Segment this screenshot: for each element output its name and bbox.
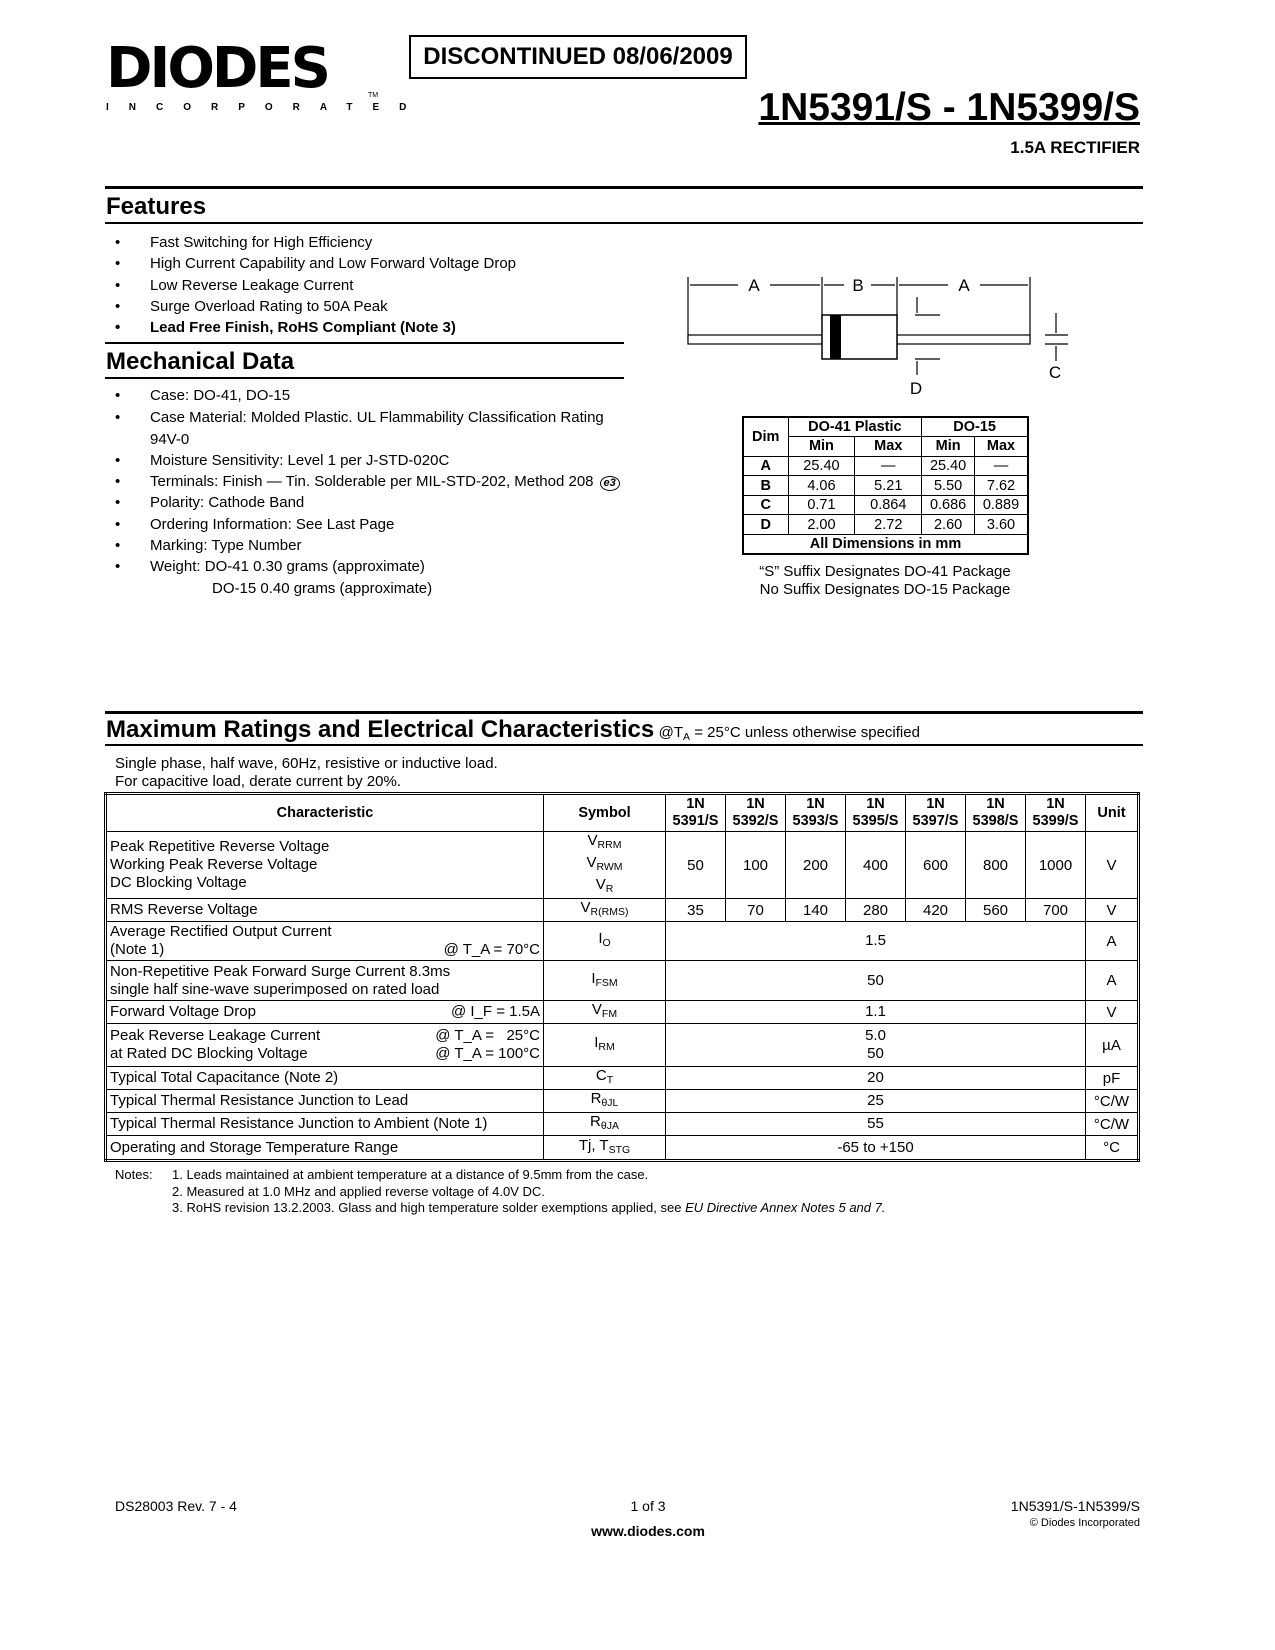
mechanical-item bbox=[105, 514, 625, 535]
divider bbox=[105, 222, 1143, 224]
characteristic-cell bbox=[106, 961, 544, 1001]
unit-cell: A bbox=[1086, 922, 1139, 961]
value-cell bbox=[666, 1067, 1086, 1090]
characteristic-line bbox=[110, 963, 540, 981]
characteristic-line bbox=[110, 1069, 540, 1087]
value-cell: 35 bbox=[666, 899, 726, 922]
divider bbox=[105, 744, 1143, 746]
ratings-condition: $@T_A = 25^\circ C$ unless otherwise specified bbox=[658, 724, 920, 743]
do15-header: DO-15 bbox=[922, 417, 1028, 437]
note: 1. Leads maintained at ambient temperature at a distance of 9.5mm from the case. bbox=[172, 1167, 649, 1182]
characteristic-text: at Rated DC Blocking Voltage bbox=[110, 1045, 308, 1062]
mechanical-text: Weight: DO-41 0.30 grams (approximate) bbox=[150, 558, 425, 576]
characteristic-cell bbox=[106, 832, 544, 899]
characteristic-cell bbox=[106, 1067, 544, 1090]
symbol: $I_O$ bbox=[598, 930, 611, 949]
page-number: 1 of 3 bbox=[630, 1498, 666, 1514]
symbol-cell bbox=[544, 1113, 666, 1136]
characteristic-text: Non-Repetitive Peak Forward Surge Current 8.3ms bbox=[110, 962, 451, 980]
symbol: $V_{R(RMS)}$ bbox=[580, 899, 629, 918]
dim-label: B bbox=[743, 476, 788, 496]
logo-wordmark: DIODES bbox=[106, 36, 328, 101]
value-cell bbox=[666, 1113, 1086, 1136]
note: 2. Measured at 1.0 MHz and applied reverse voltage of 4.0V DC. bbox=[172, 1183, 545, 1199]
characteristic-text: DC Blocking Voltage bbox=[110, 874, 247, 891]
characteristic-text: Average Rectified Output Current bbox=[110, 923, 332, 940]
characteristic-line bbox=[110, 901, 540, 919]
dim-value: 25.40 bbox=[922, 456, 975, 476]
dim-footer: All Dimensions in mm bbox=[743, 535, 1028, 555]
mechanical-text: Marking: Type Number bbox=[150, 537, 302, 555]
dim-value: 0.889 bbox=[974, 495, 1028, 515]
unit-cell: °C/W bbox=[1086, 1090, 1139, 1113]
dim-label-d: D bbox=[909, 379, 923, 398]
unit-cell: V bbox=[1086, 899, 1139, 922]
value-cell bbox=[666, 1024, 1086, 1067]
characteristic-text: Working Peak Reverse Voltage bbox=[110, 856, 318, 873]
characteristic-line bbox=[110, 1027, 540, 1045]
ratings-row bbox=[106, 1024, 1139, 1067]
value: 1.5 bbox=[865, 932, 886, 949]
test-condition: @ T_A = 70°C bbox=[443, 941, 540, 958]
characteristic-cell bbox=[106, 1136, 544, 1161]
dim-value: 2.60 bbox=[922, 515, 975, 535]
minmax-header: Max bbox=[855, 437, 922, 457]
symbol: Tj, $T_{STG}$ bbox=[578, 1136, 631, 1156]
characteristic-cell bbox=[106, 1090, 544, 1113]
suffix-note: “S” Suffix Designates DO-41 Package bbox=[759, 563, 1011, 580]
discontinued-banner: DISCONTINUED 08/06/2009 bbox=[409, 35, 747, 79]
part-header: 1N 5395/S bbox=[846, 794, 906, 832]
value: 50 bbox=[867, 1045, 884, 1062]
characteristic-cell bbox=[106, 1113, 544, 1136]
value-cell: 200 bbox=[786, 832, 846, 899]
suffix-note: No Suffix Designates DO-15 Package bbox=[759, 581, 1011, 598]
dim-value: 5.50 bbox=[922, 476, 975, 496]
ratings-row bbox=[106, 922, 1139, 961]
symbol-cell bbox=[544, 1067, 666, 1090]
mechanical-item bbox=[105, 407, 625, 450]
minmax-header: Min bbox=[922, 437, 975, 457]
characteristic-text: Typical Total Capacitance (Note 2) bbox=[110, 1069, 339, 1086]
notes-label: Notes: bbox=[115, 1167, 153, 1182]
page-subtitle: 1.5A RECTIFIER bbox=[1010, 138, 1140, 157]
symbol-cell bbox=[544, 922, 666, 961]
value-cell bbox=[666, 1136, 1086, 1161]
mechanical-item bbox=[105, 556, 625, 599]
characteristic-header: Characteristic bbox=[106, 794, 544, 832]
characteristic-text: Operating and Storage Temperature Range bbox=[110, 1138, 399, 1156]
dim-row bbox=[743, 495, 1028, 515]
divider bbox=[105, 711, 1143, 714]
dimensions-table bbox=[742, 416, 1029, 555]
ratings-row bbox=[106, 1136, 1139, 1161]
mechanical-heading: Mechanical Data bbox=[106, 348, 295, 375]
logo-subtitle: INCORPORATED bbox=[106, 102, 427, 113]
ratings-row bbox=[106, 1067, 1139, 1090]
value-cell: 100 bbox=[726, 832, 786, 899]
minmax-header: Min bbox=[788, 437, 855, 457]
ratings-row bbox=[106, 832, 1139, 899]
characteristic-line bbox=[110, 856, 540, 874]
dim-value: 4.06 bbox=[788, 476, 855, 496]
dim-value: — bbox=[855, 456, 922, 476]
mechanical-text: Polarity: Cathode Band bbox=[150, 494, 305, 512]
page-title: 1N5391/S - 1N5399/S bbox=[758, 86, 1140, 129]
doc-number: DS28003 Rev. 7 - 4 bbox=[115, 1498, 237, 1514]
test-condition: @ T_A = 100°C bbox=[435, 1045, 540, 1062]
characteristic-line bbox=[110, 941, 540, 959]
characteristic-text: Forward Voltage Drop bbox=[110, 1003, 256, 1020]
dim-value: 7.62 bbox=[974, 476, 1028, 496]
characteristic-line bbox=[110, 1003, 540, 1021]
feature-item: • Surge Overload Rating to 50A Peak bbox=[105, 296, 516, 317]
part-header: 1N 5392/S bbox=[726, 794, 786, 832]
divider bbox=[105, 342, 624, 344]
feature-item: • Low Reverse Leakage Current bbox=[105, 275, 516, 296]
dim-label-a: A bbox=[958, 276, 970, 295]
dim-header: Dim bbox=[743, 417, 788, 456]
symbol-cell bbox=[544, 832, 666, 899]
dim-value: 0.71 bbox=[788, 495, 855, 515]
part-header: 1N 5393/S bbox=[786, 794, 846, 832]
mechanical-item bbox=[105, 450, 625, 471]
characteristic-text: Peak Reverse Leakage Current bbox=[110, 1027, 321, 1044]
dim-label-b: B bbox=[852, 276, 864, 295]
mechanical-text: Case: DO-41, DO-15 bbox=[150, 387, 291, 404]
dim-value: 5.21 bbox=[855, 476, 922, 496]
ratings-header-row bbox=[106, 794, 1139, 832]
ratings-heading: Maximum Ratings and Electrical Characteristics bbox=[106, 716, 655, 743]
dim-label: A bbox=[743, 456, 788, 476]
dim-label: C bbox=[743, 495, 788, 515]
value-cell bbox=[666, 1090, 1086, 1113]
ratings-heading-row bbox=[106, 716, 920, 744]
note: 3. RoHS revision 13.2.2003. Glass and high temperature solder exemptions applied, see EU Directive Annex Notes 5 and 7. bbox=[172, 1200, 886, 1215]
part-header: 1N 5397/S bbox=[906, 794, 966, 832]
symbol-cell bbox=[544, 1090, 666, 1113]
characteristic-line bbox=[110, 1139, 540, 1157]
divider bbox=[105, 186, 1143, 189]
characteristic-text: Typical Thermal Resistance Junction to Lead bbox=[110, 1092, 409, 1109]
part-header: 1N 5399/S bbox=[1026, 794, 1086, 832]
unit-cell: pF bbox=[1086, 1067, 1139, 1090]
unit-cell: °C/W bbox=[1086, 1113, 1139, 1136]
dim-row bbox=[743, 515, 1028, 535]
part-header: 1N 5398/S bbox=[966, 794, 1026, 832]
value: 20 bbox=[867, 1069, 884, 1086]
dim-value: 2.00 bbox=[788, 515, 855, 535]
symbol: $V_R$ bbox=[595, 876, 614, 895]
test-condition: @ I_F = 1.5A bbox=[450, 1003, 540, 1020]
dim-label-c: C bbox=[1048, 363, 1062, 382]
value-cell: 800 bbox=[966, 832, 1026, 899]
characteristic-line bbox=[110, 1115, 540, 1133]
symbol: $I_{FSM}$ bbox=[591, 969, 618, 989]
value-cell: 70 bbox=[726, 899, 786, 922]
symbol-cell bbox=[544, 961, 666, 1001]
features-list bbox=[105, 232, 516, 338]
unit-cell: V bbox=[1086, 1001, 1139, 1024]
characteristic-text: Peak Repetitive Reverse Voltage bbox=[110, 838, 330, 855]
characteristic-text: RMS Reverse Voltage bbox=[110, 901, 258, 918]
characteristic-line bbox=[110, 1092, 540, 1110]
value-cell: 600 bbox=[906, 832, 966, 899]
mechanical-item bbox=[105, 471, 625, 492]
dim-row bbox=[743, 456, 1028, 476]
feature-item: • Lead Free Finish, RoHS Compliant (Note 3) bbox=[105, 317, 516, 338]
test-condition: @ T_A = 25°C bbox=[435, 1027, 540, 1044]
copyright: © Diodes Incorporated bbox=[1029, 1517, 1140, 1529]
dim-header-row bbox=[743, 417, 1028, 437]
dim-row bbox=[743, 476, 1028, 496]
characteristic-text: single half sine-wave superimposed on rated load bbox=[110, 980, 440, 998]
ratings-table bbox=[104, 792, 1140, 1162]
characteristic-text: Typical Thermal Resistance Junction to Ambient (Note 1) bbox=[110, 1115, 488, 1132]
value: -65 to +150 bbox=[837, 1138, 914, 1156]
dim-label: D bbox=[743, 515, 788, 535]
dim-value: 3.60 bbox=[974, 515, 1028, 535]
unit-header: Unit bbox=[1086, 794, 1139, 832]
e3-lead-free-icon: e3 bbox=[600, 476, 620, 491]
characteristic-line bbox=[110, 874, 540, 892]
symbol: $V_{FM}$ bbox=[591, 1001, 618, 1020]
mechanical-item bbox=[105, 492, 625, 513]
value: 50 bbox=[867, 971, 884, 989]
value-cell bbox=[666, 961, 1086, 1001]
symbol-header: Symbol bbox=[544, 794, 666, 832]
characteristic-text: (Note 1) bbox=[110, 941, 165, 958]
value-cell bbox=[666, 1001, 1086, 1024]
part-header: 1N 5391/S bbox=[666, 794, 726, 832]
ratings-row bbox=[106, 899, 1139, 922]
mechanical-text: Moisture Sensitivity: Level 1 per J-STD-020C bbox=[150, 451, 450, 469]
characteristic-cell bbox=[106, 1001, 544, 1024]
unit-cell: °C bbox=[1086, 1136, 1139, 1161]
symbol: $I_{RM}$ bbox=[594, 1034, 615, 1053]
value-cell: 700 bbox=[1026, 899, 1086, 922]
symbol-cell bbox=[544, 1136, 666, 1161]
suffix-notes bbox=[745, 563, 1025, 599]
trademark: TM bbox=[368, 92, 379, 99]
value: 1.1 bbox=[865, 1003, 886, 1020]
value-cell: 420 bbox=[906, 899, 966, 922]
mechanical-text: Case Material: Molded Plastic. UL Flammability Classification Rating 94V-0 bbox=[150, 409, 604, 448]
characteristic-line bbox=[110, 1045, 540, 1063]
footer-part: 1N5391/S-1N5399/S bbox=[1010, 1498, 1140, 1514]
unit-cell: A bbox=[1086, 961, 1139, 1001]
characteristic-cell bbox=[106, 899, 544, 922]
symbol: $V_{RRM}$ bbox=[587, 832, 622, 851]
mechanical-text: Ordering Information: See Last Page bbox=[150, 515, 395, 533]
ratings-intro bbox=[115, 755, 498, 791]
unit-cell: µA bbox=[1086, 1024, 1139, 1067]
value-cell: 400 bbox=[846, 832, 906, 899]
characteristic-line bbox=[110, 923, 540, 941]
mechanical-item bbox=[105, 385, 625, 406]
do41-header: DO-41 Plastic bbox=[788, 417, 922, 437]
symbol-cell bbox=[544, 899, 666, 922]
mechanical-list bbox=[105, 385, 625, 599]
characteristic-cell bbox=[106, 922, 544, 961]
dim-label-a: A bbox=[748, 276, 760, 295]
features-heading: Features bbox=[106, 193, 207, 220]
symbol: $C_T$ bbox=[595, 1067, 614, 1086]
dim-value: 0.864 bbox=[855, 495, 922, 515]
minmax-header: Max bbox=[974, 437, 1028, 457]
feature-item: • Fast Switching for High Efficiency bbox=[105, 232, 516, 253]
ratings-row bbox=[106, 1113, 1139, 1136]
characteristic-line bbox=[110, 981, 540, 999]
notes bbox=[115, 1167, 886, 1215]
mechanical-text: Terminals: Finish — Tin. Solderable per MIL-STD-202, Method 208 bbox=[150, 473, 594, 491]
package-outline-diagram bbox=[680, 255, 1080, 400]
value-cell: 280 bbox=[846, 899, 906, 922]
value-cell: 140 bbox=[786, 899, 846, 922]
dim-footer-row bbox=[743, 535, 1028, 555]
unit-cell: V bbox=[1086, 832, 1139, 899]
value-cell bbox=[666, 922, 1086, 961]
value: 55 bbox=[867, 1115, 884, 1132]
symbol-cell bbox=[544, 1001, 666, 1024]
value-cell: 1000 bbox=[1026, 832, 1086, 899]
dim-value: — bbox=[974, 456, 1028, 476]
divider bbox=[105, 377, 624, 379]
symbol-cell bbox=[544, 1024, 666, 1067]
dim-value: 25.40 bbox=[788, 456, 855, 476]
feature-item: • High Current Capability and Low Forward Voltage Drop bbox=[105, 253, 516, 274]
value: 5.0 bbox=[865, 1027, 886, 1044]
value-cell: 50 bbox=[666, 832, 726, 899]
ratings-row bbox=[106, 961, 1139, 1001]
intro-line: For capacitive load, derate current by 20%. bbox=[115, 773, 401, 790]
website-link[interactable]: www.diodes.com bbox=[591, 1523, 705, 1539]
dim-value: 0.686 bbox=[922, 495, 975, 515]
ratings-row bbox=[106, 1090, 1139, 1113]
mechanical-text: DO-15 0.40 grams (approximate) bbox=[212, 579, 433, 597]
value: 25 bbox=[867, 1092, 884, 1109]
characteristic-line bbox=[110, 838, 540, 856]
symbol: $R_{\theta JL}$ bbox=[590, 1090, 619, 1109]
symbol: $V_{RWM}$ bbox=[586, 854, 623, 873]
dim-value: 2.72 bbox=[855, 515, 922, 535]
symbol: $R_{\theta JA}$ bbox=[590, 1113, 619, 1132]
mechanical-item bbox=[105, 535, 625, 556]
intro-line: Single phase, half wave, 60Hz, resistive or inductive load. bbox=[115, 755, 498, 772]
diodes-logo bbox=[106, 36, 427, 113]
characteristic-cell bbox=[106, 1024, 544, 1067]
value-cell: 560 bbox=[966, 899, 1026, 922]
ratings-row bbox=[106, 1001, 1139, 1024]
